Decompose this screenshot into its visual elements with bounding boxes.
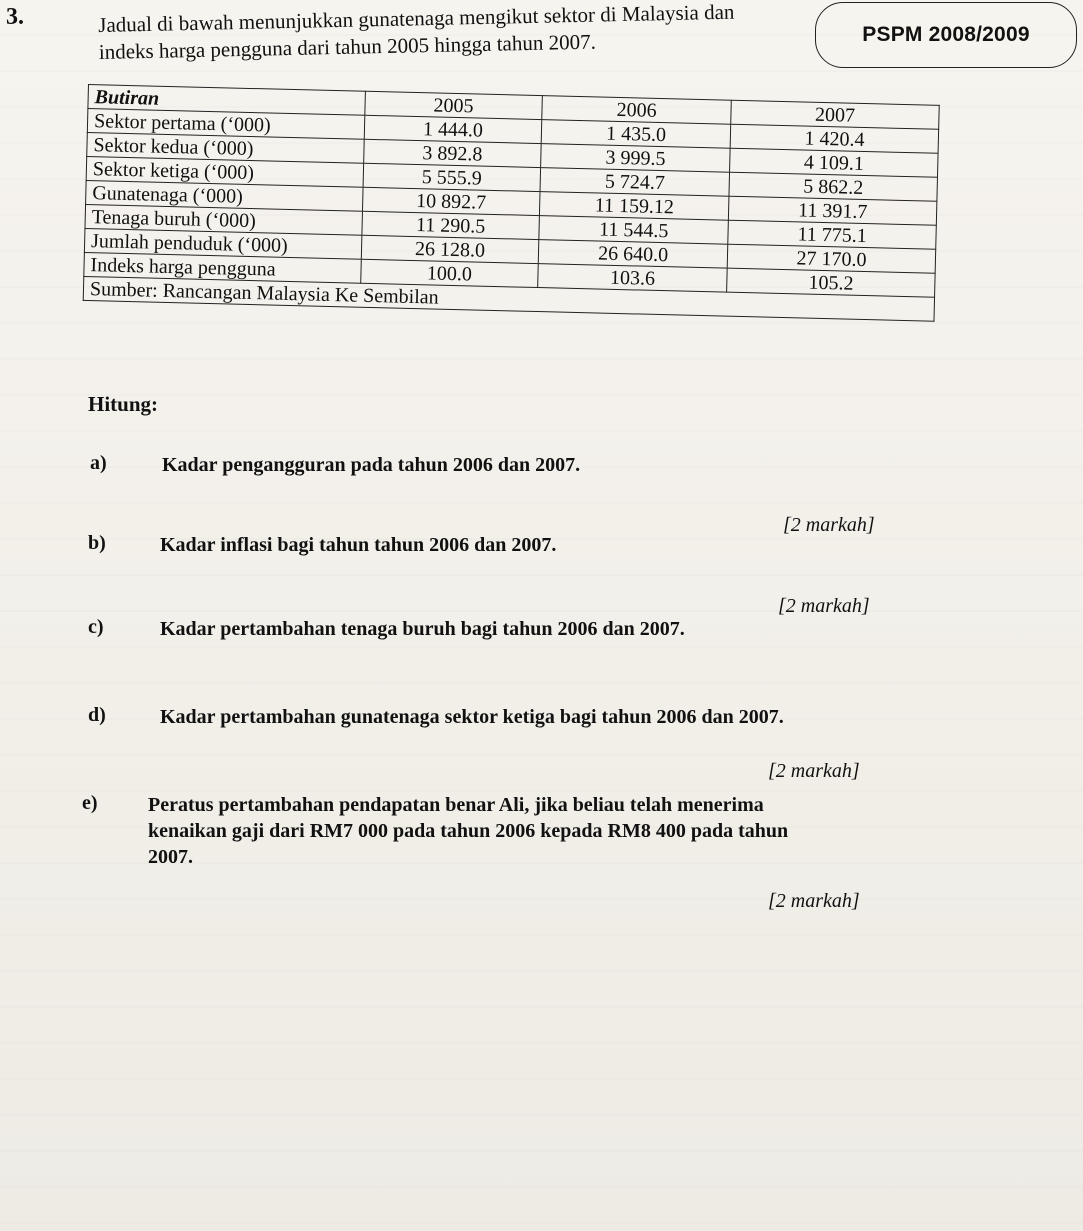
question-item-e (82, 792, 882, 872)
table-cell: 11 290.5 (362, 211, 540, 239)
marks-b: [2 markah] (778, 595, 870, 617)
item-text-line-2: kenaikan gaji dari RM7 000 pada tahun 2006 kepada RM8 400 pada tahun (148, 820, 789, 842)
hitung-heading: Hitung: (88, 392, 159, 416)
table-cell: 4 109.1 (730, 148, 938, 177)
question-item-c (88, 616, 888, 646)
table-cell: 100.0 (361, 259, 539, 287)
item-letter: c) (88, 616, 104, 638)
table-cell: 11 159.12 (540, 192, 730, 221)
table-cell: 5 862.2 (729, 172, 937, 201)
table-cell: 1 435.0 (541, 120, 731, 149)
table-cell: 103.6 (538, 264, 728, 293)
table-cell: 3 999.5 (541, 144, 731, 173)
intro-line-2: indeks harga pengguna dari tahun 2005 hingga tahun 2007. (98, 29, 597, 64)
table-cell: 11 544.5 (539, 216, 729, 245)
question-item-b (88, 532, 888, 562)
item-text (148, 792, 788, 870)
item-text: Kadar pertambahan gunatenaga sektor ketiga bagi tahun 2006 dan 2007. (160, 706, 784, 728)
row-label: Sektor pertama (ʻ000) (87, 109, 364, 140)
question-number: 3. (6, 4, 24, 30)
row-label: Jumlah penduduk (ʻ000) (84, 228, 361, 259)
marks-a: [2 markah] (783, 514, 875, 536)
table-cell: 3 892.8 (364, 139, 542, 167)
item-text-line-3: 2007. (148, 846, 193, 868)
table-cell: 10 892.7 (362, 187, 540, 215)
exam-badge: PSPM 2008/2009 (815, 2, 1077, 68)
header-butiran: Butiran (88, 85, 365, 116)
table-cell: 26 640.0 (538, 240, 728, 269)
marks-d: [2 markah] (768, 760, 860, 782)
table-cell: 5 724.7 (540, 168, 730, 197)
row-label: Sektor kedua (ʻ000) (87, 132, 364, 163)
table-cell: 1 444.0 (364, 115, 542, 143)
header-year-2005: 2005 (365, 91, 543, 119)
table-cell: 5 555.9 (363, 163, 541, 191)
item-letter: a) (90, 452, 107, 474)
row-label: Sektor ketiga (ʻ000) (86, 156, 363, 187)
item-text: Kadar inflasi bagi tahun tahun 2006 dan 2007. (160, 534, 557, 556)
table-cell: 11 391.7 (729, 196, 937, 225)
item-letter: e) (82, 792, 98, 814)
table-cell: 105.2 (727, 268, 935, 297)
data-table (83, 84, 940, 322)
row-label: Gunatenaga (ʻ000) (86, 180, 363, 211)
intro-line-1: Jadual di bawah menunjukkan gunatenaga mengikut sektor di Malaysia dan (98, 0, 735, 37)
item-letter: d) (88, 704, 106, 726)
header-year-2006: 2006 (542, 96, 732, 125)
header-year-2007: 2007 (731, 100, 939, 129)
table-cell: 27 170.0 (727, 244, 935, 273)
question-item-a (90, 452, 890, 482)
item-text: Kadar pengangguran pada tahun 2006 dan 2007. (162, 454, 581, 476)
table-cell: 1 420.4 (730, 124, 938, 153)
item-letter: b) (88, 532, 106, 554)
item-text-line-1: Peratus pertambahan pendapatan benar Ali, jika beliau telah menerima (148, 794, 764, 816)
row-label: Indeks harga pengguna (84, 252, 361, 283)
question-intro (98, 0, 839, 66)
row-label: Tenaga buruh (ʻ000) (85, 204, 362, 235)
question-item-d (88, 704, 888, 734)
item-text: Kadar pertambahan tenaga buruh bagi tahun 2006 dan 2007. (160, 618, 685, 640)
table-cell: 11 775.1 (728, 220, 936, 249)
table-cell: 26 128.0 (361, 235, 539, 263)
data-table-container (81, 84, 940, 407)
table-source: Sumber: Rancangan Malaysia Ke Sembilan (83, 276, 934, 321)
marks-e: [2 markah] (768, 890, 860, 912)
